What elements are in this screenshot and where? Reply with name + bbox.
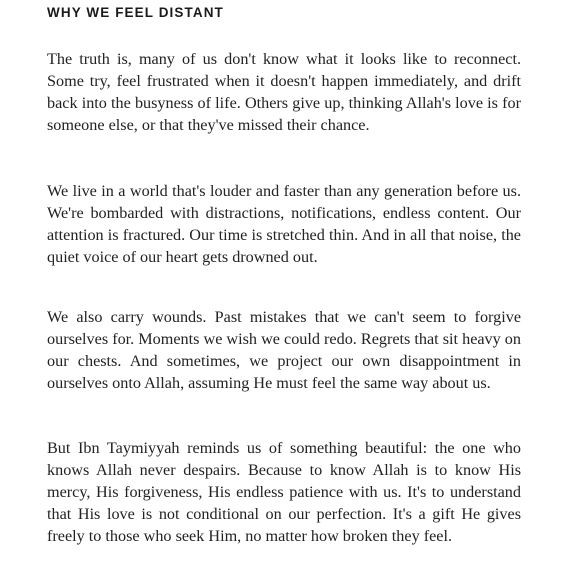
paragraph-2: We live in a world that's louder and faster than any generation before us. We're bombarded with distractions, notifications, endless content. Our attention is fractured. Our time is stretched thin. And in all that noise, the quiet voice of our heart gets drowned out. <box>47 182 521 266</box>
paragraph-1: The truth is, many of us don't know what it looks like to reconnect. Some try, feel frustrated when it doesn't happen immediately, and drift back into the busyness of life. Others give up, thinking Allah's love is for someone else, or that they've missed their chance. <box>47 50 521 134</box>
paragraph-4: But Ibn Taymiyyah reminds us of something beautiful: the one who knows Allah never despairs. Because to know Allah is to know His mercy, His forgiveness, His endless patience with us. It's to understand that His love is not conditional on our perfection. It's a gift He gives freely to those who seek Him, no matter how broken they feel. <box>47 439 521 545</box>
section-heading: WHY WE FEEL DISTANT <box>47 5 224 20</box>
paragraph-3: We also carry wounds. Past mistakes that we can't seem to forgive ourselves for. Moments we wish we could redo. Regrets that sit heavy on our chests. And sometimes, we project our own disappointment in ourselves onto Allah, assuming He must feel the same way about us. <box>47 308 521 392</box>
